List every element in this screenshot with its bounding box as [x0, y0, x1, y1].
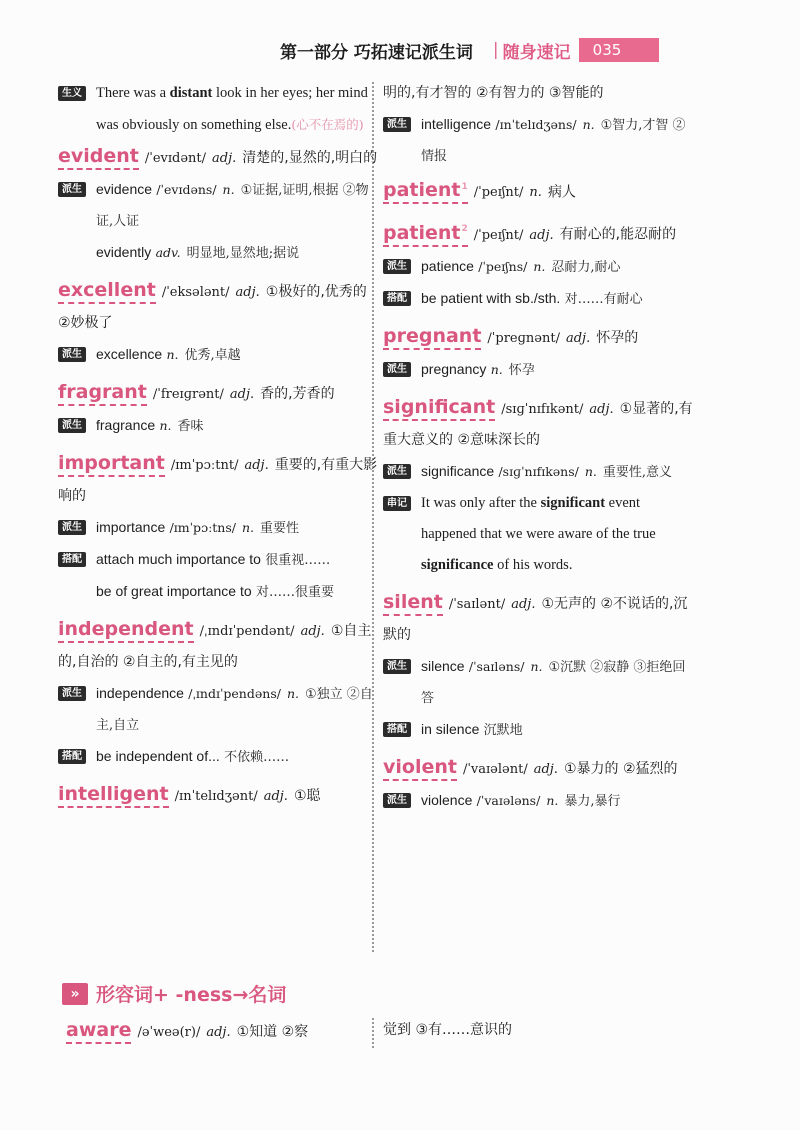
entry-patient-2: patient$^2$ /ˈpeɪʃnt/ adj. 有耐心的,能忍耐的 派生 patience /ˈpeɪʃns/ n. 忍耐力,耐心 搭配 be patient with sb./sth. 对……有耐心 — [383, 214, 698, 314]
section-title: 形容词+ -ness→名词 — [96, 984, 287, 1006]
tag-badge: 派生 — [58, 520, 86, 535]
headword: independent — [58, 618, 194, 643]
collocation: 搭配 attach much importance to 很重视…… — [58, 544, 378, 576]
collocation: 搭配 in silence 沉默地 — [383, 714, 698, 746]
tag-badge: 搭配 — [58, 552, 86, 567]
derivative: 派生 pregnancy n. 怀孕 — [383, 354, 698, 386]
tag-badge: 派生 — [383, 362, 411, 377]
headword: fragrant — [58, 381, 147, 406]
tag-badge: 派生 — [383, 259, 411, 274]
derivative: 派生 intelligence /ɪnˈtelɪdʒəns/ n. ①智力,才智 ②情报 — [383, 109, 698, 172]
derivative: 派生 patience /ˈpeɪʃns/ n. 忍耐力,耐心 — [383, 251, 698, 283]
entry-fragrant: fragrant /ˈfreɪɡrənt/ adj. 香的,芳香的 派生 fragrance n. 香味 — [58, 377, 378, 442]
part-title: 第一部分 巧拓速记派生词 — [280, 42, 473, 63]
headword: silent — [383, 591, 443, 616]
entry-intelligent: intelligent /ɪnˈtelɪdʒənt/ adj. ①聪 — [58, 779, 378, 812]
derivative: 派生 importance /ɪmˈpɔːtns/ n. 重要性 — [58, 512, 378, 544]
section-heading — [62, 980, 286, 1007]
derivative: 派生 significance /sɪɡˈnɪfɪkəns/ n. 重要性,意义 — [383, 456, 698, 488]
series-title: 随身速记 — [502, 42, 571, 63]
headword: important — [58, 452, 165, 477]
collocation: 搭配 be independent of... 不依赖…… — [58, 741, 378, 773]
collocation: be of great importance to 对……很重要 — [96, 583, 334, 600]
column-divider-bottom — [372, 1018, 374, 1048]
derivative: 派生 evidence /ˈevɪdəns/ n. ①证据,证明,根据 ②物证,人证 — [58, 174, 378, 237]
double-chevron-icon: » — [62, 983, 88, 1005]
tag-badge: 派生 — [383, 793, 411, 808]
tag-badge: 搭配 — [58, 749, 86, 764]
page-header — [280, 33, 800, 67]
headword: patient$^1$ — [383, 179, 468, 204]
tag-badge: 派生 — [58, 347, 86, 362]
collocation: 搭配 be patient with sb./sth. 对……有耐心 — [383, 283, 698, 315]
entry-silent: silent /ˈsaɪlənt/ adj. ①无声的 ②不说话的,沉默的 派生 silence /ˈsaɪləns/ n. ①沉默 ②寂静 ③拒绝回答 搭配 in silence 沉默地 — [383, 587, 698, 746]
entry-patient-1: patient$^1$ /ˈpeɪʃnt/ n. 病人 — [383, 172, 698, 208]
intelligent-continued: 明的,有才智的 ②有智力的 ③智能的 — [383, 85, 604, 101]
page-number: 035 — [579, 38, 660, 62]
derivative: evidently adv. 明显地,显然地;据说 — [96, 244, 300, 261]
headword: significant — [383, 396, 495, 421]
derivative: 派生 excellence n. 优秀,卓越 — [58, 339, 378, 371]
tag-badge: 派生 — [58, 418, 86, 433]
entry-important: important /ɪmˈpɔːtnt/ adj. 重要的,有重大影响的 派生 importance /ɪmˈpɔːtns/ n. 重要性 搭配 attach much importance to 很重视…… be of great importance to 对……很重要 — [58, 448, 378, 608]
entry-pregnant: pregnant /ˈpreɡnənt/ adj. 怀孕的 派生 pregnancy n. 怀孕 — [383, 321, 698, 386]
entry-independent: independent /ˌɪndɪˈpendənt/ adj. ①自主的,自治的 ②自主的,有主见的 派生 independence /ˌɪndɪˈpendəns/ n. ①独立 ②自主,自立 搭配 be independent of... 不依赖…… — [58, 614, 378, 773]
derivative: 派生 independence /ˌɪndɪˈpendəns/ n. ①独立 ②自主,自立 — [58, 678, 378, 741]
left-column — [58, 78, 378, 818]
aware-continued: 觉到 ③有……意识的 — [383, 1022, 513, 1038]
tag-badge: 搭配 — [383, 291, 411, 306]
headword: excellent — [58, 279, 156, 304]
tag-badge: 串记 — [383, 496, 411, 511]
headword: aware — [66, 1019, 131, 1044]
example-note: (心不在焉的) — [291, 117, 364, 132]
derivative: 派生 violence /ˈvaɪələns/ n. 暴力,暴行 — [383, 785, 698, 817]
entry-significant: significant /sɪɡˈnɪfɪkənt/ adj. ①显著的,有重大意义的 ②意味深长的 派生 significance /sɪɡˈnɪfɪkəns/ n. 重要性,意义 串记 It was only after the significant event happened that we were aware of the true significance of his words. — [383, 392, 698, 581]
example-significant: 串记 It was only after the significant event happened that we were aware of the true significance of his words. — [383, 488, 698, 581]
entry-aware: aware /əˈweə(r)/ adj. ①知道 ②察 — [66, 1015, 371, 1048]
headword: intelligent — [58, 783, 169, 808]
tag-badge: 派生 — [383, 464, 411, 479]
header-separator: | — [492, 40, 499, 60]
entry-evident: evident /ˈevɪdənt/ adj. 清楚的,显然的,明白的 派生 evidence /ˈevɪdəns/ n. ①证据,证明,根据 ②物证,人证 evidently adv. 明显地,显然地;据说 — [58, 141, 378, 269]
example-distant: 生义 There was a distant look in her eyes; her mind was obviously on something else.(心不在焉的) — [58, 78, 378, 141]
tag-badge: 派生 — [58, 686, 86, 701]
derivative: 派生 fragrance n. 香味 — [58, 410, 378, 442]
headword: patient$^2$ — [383, 222, 468, 247]
derivative: 派生 silence /ˈsaɪləns/ n. ①沉默 ②寂静 ③拒绝回答 — [383, 651, 698, 714]
tag-badge: 生义 — [58, 86, 86, 101]
entry-violent: violent /ˈvaɪələnt/ adj. ①暴力的 ②猛烈的 派生 violence /ˈvaɪələns/ n. 暴力,暴行 — [383, 752, 698, 817]
headword: pregnant — [383, 325, 481, 350]
tag-badge: 派生 — [383, 117, 411, 132]
headword: evident — [58, 145, 139, 170]
headword: violent — [383, 756, 457, 781]
right-column — [383, 78, 698, 823]
entry-excellent: excellent /ˈeksələnt/ adj. ①极好的,优秀的 ②妙极了 派生 excellence n. 优秀,卓越 — [58, 275, 378, 371]
tag-badge: 派生 — [383, 659, 411, 674]
tag-badge: 搭配 — [383, 722, 411, 737]
tag-badge: 派生 — [58, 182, 86, 197]
